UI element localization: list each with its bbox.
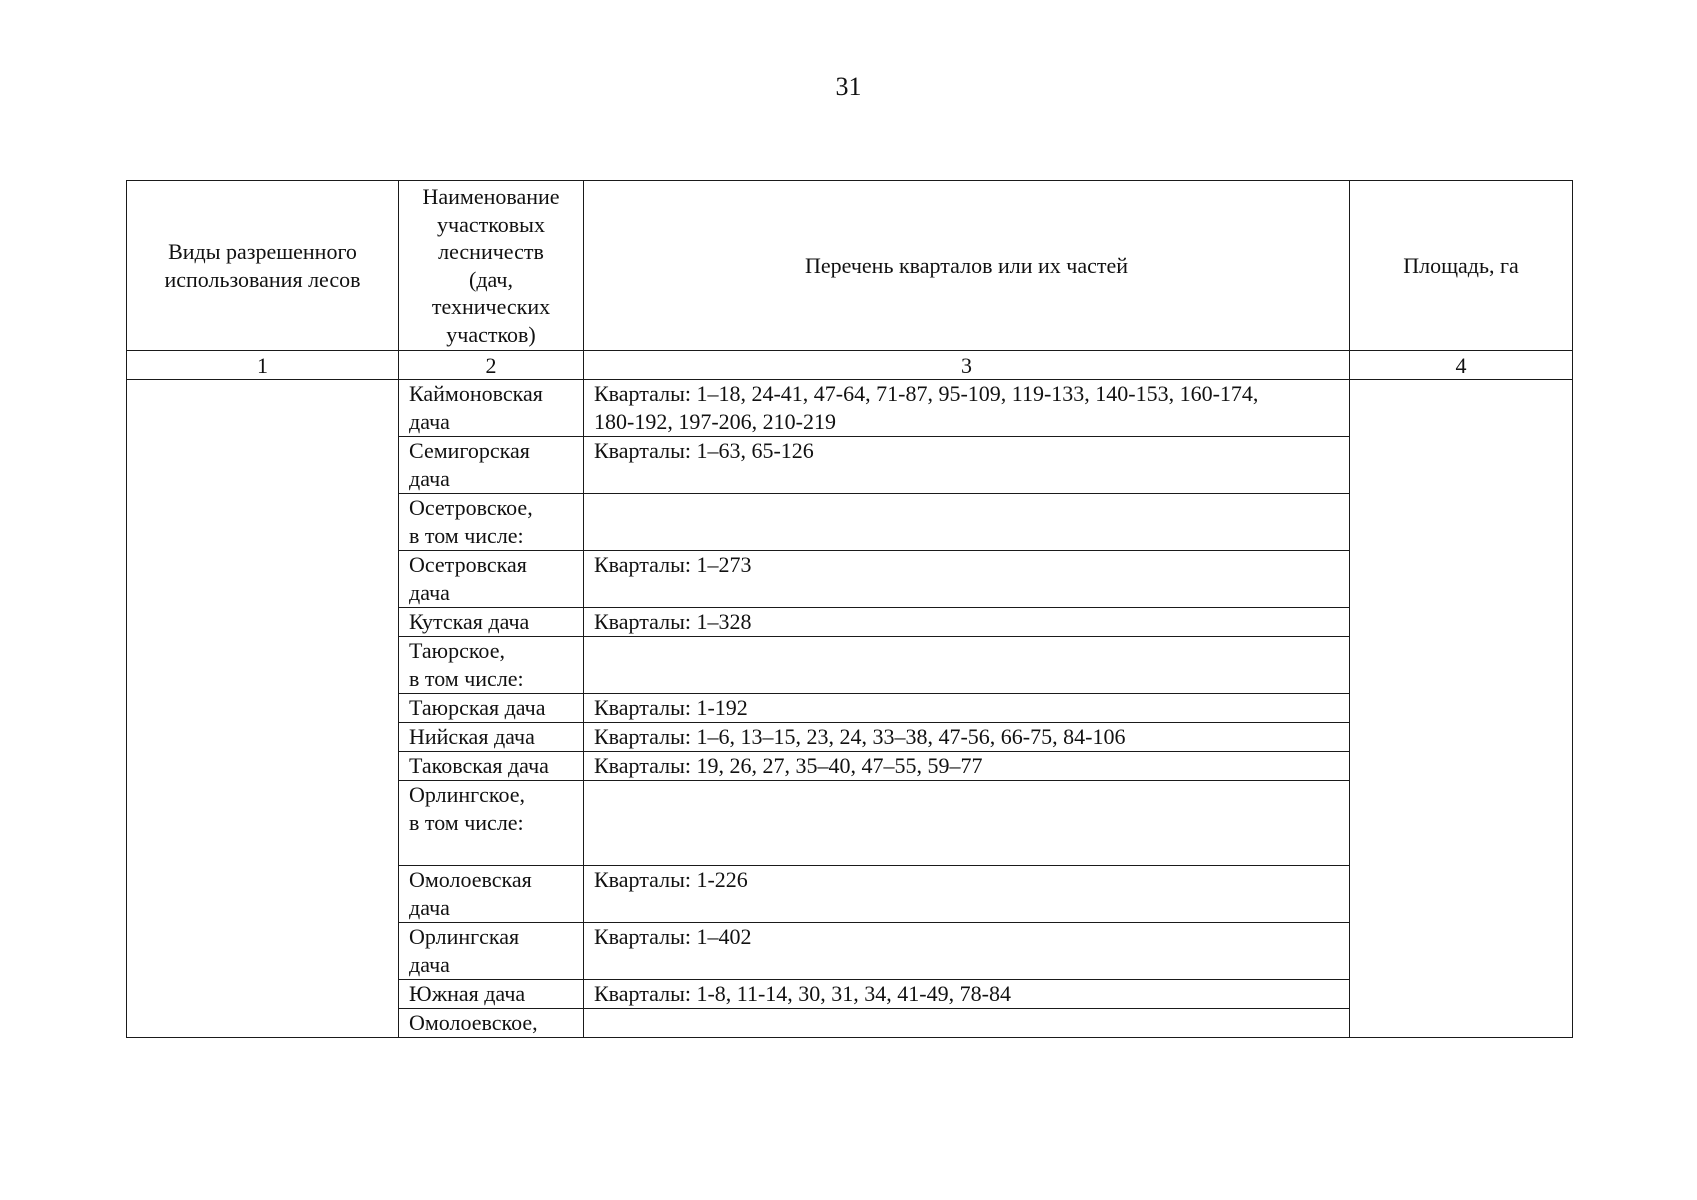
forestry-name-line: Таюрское, [409, 638, 505, 663]
column-number: 4 [1350, 351, 1573, 380]
header-name-line: (дач, [469, 266, 513, 292]
quarters-cell [584, 694, 1350, 723]
forestry-name-line: Каймоновская [409, 381, 543, 406]
forestry-name-cell [399, 608, 584, 637]
quarters-cell [584, 980, 1350, 1009]
table-row [127, 380, 1573, 437]
forestry-name-line: дача [409, 952, 450, 977]
column-number: 2 [399, 351, 584, 380]
forestry-name-line: в том числе: [409, 666, 524, 691]
forestry-name-cell [399, 781, 584, 866]
forestry-name-line: Нийская дача [409, 724, 535, 749]
header-quarters-list: Перечень кварталов или их частей [584, 181, 1350, 351]
forestry-name-line: дача [409, 409, 450, 434]
quarters-cell [584, 866, 1350, 923]
forestry-name-cell [399, 637, 584, 694]
header-usage-types: Виды разрешенного использования лесов [127, 181, 399, 351]
quarters-cell [584, 637, 1350, 694]
forestry-name-line: Таюрская дача [409, 695, 546, 720]
quarters-line: Кварталы: 1–328 [594, 609, 752, 634]
forestry-name-line: Таковская дача [409, 753, 549, 778]
forestry-name-cell [399, 437, 584, 494]
header-name-line: участковых [437, 211, 545, 237]
forestry-name-line: Омолоевское, [409, 1010, 538, 1035]
forestry-name-line: в том числе: [409, 810, 524, 835]
forestry-name-line: Осетровская [409, 552, 527, 577]
column-number-row [127, 351, 1573, 380]
quarters-line: 180-192, 197-206, 210-219 [594, 409, 836, 434]
forestry-name-line: Кутская дача [409, 609, 530, 634]
forestry-name-cell [399, 866, 584, 923]
forest-quarters-table [126, 180, 1573, 1038]
quarters-line: Кварталы: 19, 26, 27, 35–40, 47–55, 59–77 [594, 753, 983, 778]
forestry-name-cell [399, 752, 584, 781]
forestry-name-cell [399, 723, 584, 752]
forestry-name-line: в том числе: [409, 523, 524, 548]
forestry-name-cell [399, 923, 584, 980]
quarters-cell [584, 551, 1350, 608]
quarters-cell [584, 494, 1350, 551]
forestry-name-line: Орлингское, [409, 782, 526, 807]
area-cell [1350, 380, 1573, 1038]
header-forestry-names [399, 181, 584, 351]
forestry-name-line: дача [409, 580, 450, 605]
column-number: 1 [127, 351, 399, 380]
quarters-line: Кварталы: 1–63, 65-126 [594, 438, 814, 463]
forestry-name-cell [399, 494, 584, 551]
forestry-name-line: Осетровское, [409, 495, 533, 520]
quarters-line: Кварталы: 1-192 [594, 695, 748, 720]
forestry-name-line: Орлингская [409, 924, 520, 949]
header-name-line: технических [431, 294, 551, 319]
quarters-cell [584, 781, 1350, 866]
header-name-line: лесничеств [438, 239, 544, 264]
forestry-name-cell [399, 380, 584, 437]
header-name-line: Наименование [422, 184, 560, 209]
header-row [127, 181, 1573, 351]
quarters-line: Кварталы: 1–6, 13–15, 23, 24, 33–38, 47-56, 66-75, 84-106 [594, 724, 1126, 749]
forestry-name-line: Семигорская [409, 438, 530, 463]
quarters-line: Кварталы: 1-226 [594, 867, 748, 892]
quarters-line: Кварталы: 1–402 [594, 924, 752, 949]
quarters-cell [584, 923, 1350, 980]
forestry-name-cell [399, 1009, 584, 1038]
quarters-cell [584, 437, 1350, 494]
header-name-line: участков) [446, 321, 536, 347]
forestry-name-line: дача [409, 466, 450, 491]
quarters-cell [584, 1009, 1350, 1038]
forestry-name-cell [399, 694, 584, 723]
header-area: Площадь, га [1350, 181, 1573, 351]
quarters-line: Кварталы: 1-8, 11-14, 30, 31, 34, 41-49, 78-84 [594, 981, 1011, 1006]
quarters-cell [584, 380, 1350, 437]
quarters-cell [584, 608, 1350, 637]
forestry-name-line: дача [409, 895, 450, 920]
forestry-name-cell [399, 551, 584, 608]
quarters-cell [584, 752, 1350, 781]
quarters-line: Кварталы: 1–273 [594, 552, 752, 577]
page-number: 31 [835, 72, 862, 101]
quarters-line: Кварталы: 1–18, 24-41, 47-64, 71-87, 95-109, 119-133, 140-153, 160-174, [594, 381, 1259, 406]
usage-type-cell [127, 380, 399, 1038]
column-number: 3 [584, 351, 1350, 380]
quarters-cell [584, 723, 1350, 752]
forestry-name-cell [399, 980, 584, 1009]
forestry-name-line: Омолоевская [409, 867, 532, 892]
forestry-name-line: Южная дача [409, 981, 526, 1006]
